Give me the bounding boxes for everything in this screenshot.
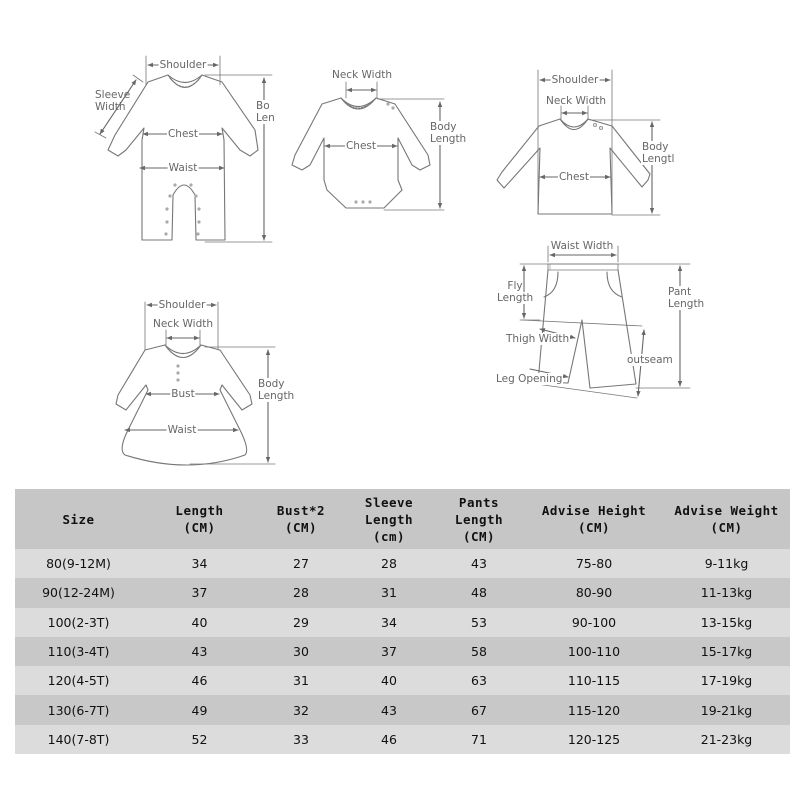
- table-row: [15, 637, 790, 666]
- cell-weight: 21-23kg: [663, 725, 790, 754]
- table-row: [15, 695, 790, 724]
- cell-pants: 67: [433, 695, 525, 724]
- cell-bust: 32: [257, 695, 345, 724]
- cell-pants: 43: [433, 549, 525, 578]
- romper-body-length-label-1: Bo: [256, 100, 270, 112]
- cell-size: 110(3-4T): [15, 637, 142, 666]
- header-advise-weight: Advise Weight (CM): [663, 489, 790, 549]
- cell-sleeve: 40: [345, 666, 433, 695]
- header-size: Size: [15, 489, 142, 549]
- dress-neck-width-label: Neck Width: [152, 318, 214, 330]
- header-sleeve-length: Sleeve Length (cm): [345, 489, 433, 549]
- header-pants-length: Pants Length (CM): [433, 489, 525, 549]
- cell-bust: 30: [257, 637, 345, 666]
- pants-pant-length-label-1: Pant: [668, 286, 692, 298]
- cell-height: 80-90: [525, 578, 663, 607]
- cell-weight: 9-11kg: [663, 549, 790, 578]
- top-chest-label: Chest: [558, 171, 590, 183]
- header-length: Length (CM): [142, 489, 257, 549]
- cell-pants: 53: [433, 608, 525, 637]
- bodysuit-neck-width-label: Neck Width: [331, 69, 393, 81]
- cell-length: 46: [142, 666, 257, 695]
- cell-bust: 33: [257, 725, 345, 754]
- cell-size: 120(4-5T): [15, 666, 142, 695]
- cell-height: 120-125: [525, 725, 663, 754]
- pants-fly-length-label-1: Fly: [507, 280, 523, 292]
- dress-bust-label: Bust: [171, 388, 195, 400]
- table-row: [15, 608, 790, 637]
- cell-size: 140(7-8T): [15, 725, 142, 754]
- cell-size: 90(12-24M): [15, 578, 142, 607]
- romper-waist-label: Waist: [168, 162, 198, 174]
- cell-height: 110-115: [525, 666, 663, 695]
- cell-height: 100-110: [525, 637, 663, 666]
- cell-height: 115-120: [525, 695, 663, 724]
- dress-shoulder-label: Shoulder: [158, 299, 206, 311]
- cell-height: 75-80: [525, 549, 663, 578]
- cell-bust: 27: [257, 549, 345, 578]
- dress-waist-label: Waist: [167, 424, 197, 436]
- dress-body-length-label-1: Body: [258, 378, 285, 390]
- cell-length: 43: [142, 637, 257, 666]
- table-row: [15, 666, 790, 695]
- cell-weight: 15-17kg: [663, 637, 790, 666]
- cell-sleeve: 43: [345, 695, 433, 724]
- romper-chest-label: Chest: [167, 128, 199, 140]
- cell-weight: 11-13kg: [663, 578, 790, 607]
- cell-weight: 19-21kg: [663, 695, 790, 724]
- cell-weight: 17-19kg: [663, 666, 790, 695]
- cell-length: 34: [142, 549, 257, 578]
- top-body-length-label-2: Lengtl: [642, 153, 675, 165]
- pants-waist-width-label: Waist Width: [550, 240, 614, 252]
- bodysuit-body-length-label-1: Body: [430, 121, 457, 133]
- table-row: [15, 549, 790, 578]
- cell-size: 130(6-7T): [15, 695, 142, 724]
- top-neck-width-label: Neck Width: [545, 95, 607, 107]
- bodysuit-chest-label: Chest: [345, 140, 377, 152]
- romper-body-length-label-2: Len: [256, 112, 275, 124]
- cell-bust: 31: [257, 666, 345, 695]
- romper-sleeve-label-2: Width: [95, 101, 126, 113]
- top-shoulder-label: Shoulder: [551, 74, 599, 86]
- cell-pants: 58: [433, 637, 525, 666]
- cell-length: 40: [142, 608, 257, 637]
- romper-outline: [95, 56, 272, 242]
- cell-size: 80(9-12M): [15, 549, 142, 578]
- cell-pants: 71: [433, 725, 525, 754]
- table-row: [15, 725, 790, 754]
- dress-body-length-label-2: Length: [258, 390, 295, 402]
- cell-bust: 29: [257, 608, 345, 637]
- cell-sleeve: 46: [345, 725, 433, 754]
- bodysuit-body-length-label-2: Length: [430, 133, 467, 145]
- cell-length: 49: [142, 695, 257, 724]
- top-outline: [497, 70, 660, 215]
- header-advise-height: Advise Height (CM): [525, 489, 663, 549]
- pants-thigh-width-label: Thigh Width: [506, 333, 570, 345]
- size-chart-table: [15, 489, 790, 754]
- top-body-length-label-1: Body: [642, 141, 669, 153]
- cell-length: 37: [142, 578, 257, 607]
- cell-size: 100(2-3T): [15, 608, 142, 637]
- header-bust: Bust*2 (CM): [257, 489, 345, 549]
- cell-weight: 13-15kg: [663, 608, 790, 637]
- cell-height: 90-100: [525, 608, 663, 637]
- romper-sleeve-label-1: Sleeve: [95, 89, 131, 101]
- cell-pants: 63: [433, 666, 525, 695]
- table-header-row: [15, 489, 790, 549]
- cell-length: 52: [142, 725, 257, 754]
- cell-sleeve: 34: [345, 608, 433, 637]
- pants-outseam-label: outseam: [627, 354, 673, 366]
- pants-leg-opening-label: Leg Opening: [496, 373, 563, 385]
- table-row: [15, 578, 790, 607]
- pants-pant-length-label-2: Length: [668, 298, 705, 310]
- cell-sleeve: 31: [345, 578, 433, 607]
- pants-fly-length-label-2: Length: [497, 292, 534, 304]
- romper-shoulder-label: Shoulder: [159, 59, 207, 71]
- cell-bust: 28: [257, 578, 345, 607]
- cell-sleeve: 28: [345, 549, 433, 578]
- cell-pants: 48: [433, 578, 525, 607]
- cell-sleeve: 37: [345, 637, 433, 666]
